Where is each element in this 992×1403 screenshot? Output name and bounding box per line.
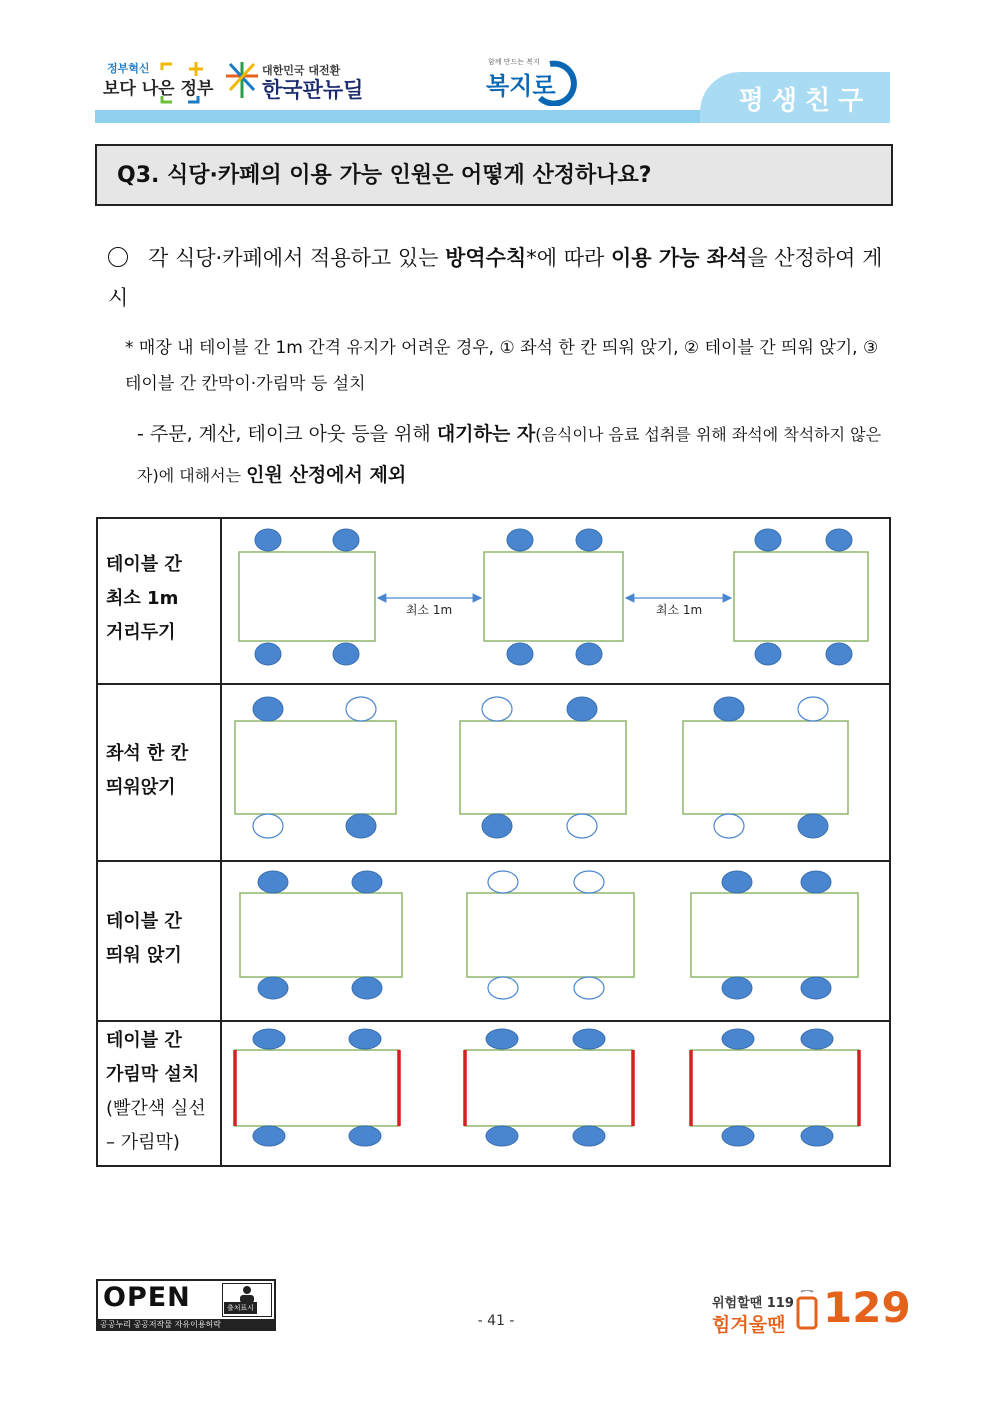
row4-label-line4: – 가림막) [106, 1132, 180, 1153]
para3-bold2: 인원 산정에서 제외 [246, 464, 407, 486]
table-rect [467, 893, 634, 977]
row1-diagram [239, 529, 868, 665]
seat-empty [346, 697, 376, 721]
attribution-label: 출처표시 [224, 1302, 257, 1314]
seat-filled [573, 1126, 605, 1146]
table-rect [465, 1050, 633, 1126]
row3-label-line1: 테이블 간 [106, 911, 182, 932]
seat-filled [826, 643, 852, 665]
seat-filled [801, 1126, 833, 1146]
row1-label-line2: 최소 1m [106, 588, 179, 609]
hotline-main-text: 힘겨울땐 [712, 1314, 786, 1336]
seat-empty [574, 977, 604, 999]
seat-filled [714, 697, 744, 721]
table-rect [691, 1050, 859, 1126]
seat-filled [349, 1029, 381, 1049]
seat-empty [488, 871, 518, 893]
seat-filled [573, 1029, 605, 1049]
seat-filled [486, 1029, 518, 1049]
seat-empty [714, 814, 744, 838]
seat-empty [798, 697, 828, 721]
seat-filled [507, 643, 533, 665]
row2-diagram [235, 697, 848, 838]
seat-filled [801, 871, 831, 893]
table-rect [683, 721, 848, 814]
seat-empty [253, 814, 283, 838]
open-license-label: OPEN [103, 1282, 191, 1313]
row4-label-line2: 가림막 설치 [106, 1064, 200, 1085]
hotline-number: 129 [823, 1283, 911, 1332]
seat-filled [482, 814, 512, 838]
seat-filled [349, 1126, 381, 1146]
table-rect [235, 721, 396, 814]
seat-filled [576, 643, 602, 665]
para3-text1: - 주문, 계산, 테이크 아웃 등을 위해 [137, 423, 437, 445]
open-license-subtext: 공공누리 공공저작물 자유이용허락 [100, 1320, 222, 1329]
page-number: - 41 - [477, 1313, 515, 1329]
seat-filled [801, 1029, 833, 1049]
seat-filled [346, 814, 376, 838]
seat-filled [826, 529, 852, 551]
table-rect [235, 1050, 399, 1126]
logo-newdeal-main: 한국판뉴딜 [262, 78, 364, 102]
row3-diagram [240, 871, 858, 999]
footnote-paragraph: * 매장 내 테이블 간 1m 간격 유지가 어려운 경우, ① 좌석 한 칸 띄워 앉기, ② 테이블 간 띄워 앉기, ③ 테이블 간 칸막이·가림막 등 설치 [125, 338, 879, 394]
seat-filled [253, 1126, 285, 1146]
logo-gov-innovation-small: 정부혁신 [107, 62, 150, 75]
seat-filled [253, 1029, 285, 1049]
seat-filled [801, 977, 831, 999]
row1-label-line1: 테이블 간 [106, 554, 182, 575]
seat-filled [352, 977, 382, 999]
table-rect [460, 721, 626, 814]
distance-label-1: 최소 1m [405, 603, 453, 617]
row4-label-line1: 테이블 간 [106, 1030, 182, 1051]
para1-text3: 을 산정하여 게시 [108, 246, 883, 310]
seat-empty [488, 977, 518, 999]
para1-text1: 각 식당·카페에서 적용하고 있는 [148, 246, 446, 270]
para1-text2: *에 따라 [526, 246, 611, 270]
para3-text2: (음식이나 음료 섭취를 위해 좌석에 착석하지 않은 자)에 대해서는 [137, 425, 882, 485]
phone-icon [795, 1290, 821, 1330]
table-rect [484, 552, 623, 641]
seat-filled [255, 529, 281, 551]
seat-filled [722, 1029, 754, 1049]
seat-filled [755, 643, 781, 665]
distance-label-2: 최소 1m [655, 603, 703, 617]
seat-filled [255, 643, 281, 665]
seat-filled [722, 1126, 754, 1146]
logo-newdeal-small: 대한민국 대전환 [262, 64, 341, 77]
row4-diagram [235, 1029, 859, 1146]
header-tab-label: 평생친구 [738, 86, 872, 116]
para3-bold1: 대기하는 자 [436, 423, 536, 445]
seat-empty [482, 697, 512, 721]
row2-label-line1: 좌석 한 칸 [106, 743, 189, 764]
seat-filled [253, 697, 283, 721]
seat-filled [258, 977, 288, 999]
seat-empty [574, 871, 604, 893]
seat-filled [352, 871, 382, 893]
logo-gov-innovation-main: 보다 나은 정부 [103, 79, 214, 99]
seat-filled [798, 814, 828, 838]
logo-bokjiro-small: 함께 만드는 복지 [488, 58, 540, 66]
table-rect [734, 552, 868, 641]
row3-label-line2: 띄워 앉기 [106, 945, 182, 966]
table-rect [239, 552, 375, 641]
seat-filled [258, 871, 288, 893]
seat-filled [722, 871, 752, 893]
table-rect [691, 893, 858, 977]
seat-filled [755, 529, 781, 551]
hotline-119-text: 위험할땐 119 [712, 1296, 794, 1311]
row2-label-line2: 띄워앉기 [106, 777, 176, 798]
seat-filled [576, 529, 602, 551]
seat-filled [567, 697, 597, 721]
para1-bold1: 방역수칙 [445, 246, 527, 270]
question-title: Q3. 식당·카페의 이용 가능 인원은 어떻게 산정하나요? [117, 163, 652, 188]
person-icon [223, 1284, 271, 1304]
row4-label-line3: (빨간색 실선 [106, 1098, 206, 1119]
para1-bold2: 이용 가능 좌석 [610, 246, 748, 270]
table-rect [240, 893, 402, 977]
seat-filled [722, 977, 752, 999]
seat-filled [507, 529, 533, 551]
seat-filled [333, 529, 359, 551]
seat-filled [333, 643, 359, 665]
seat-empty [567, 814, 597, 838]
logo-bokjiro-main: 복지로 [486, 72, 556, 100]
row1-label-line3: 거리두기 [106, 622, 176, 643]
seat-filled [486, 1126, 518, 1146]
